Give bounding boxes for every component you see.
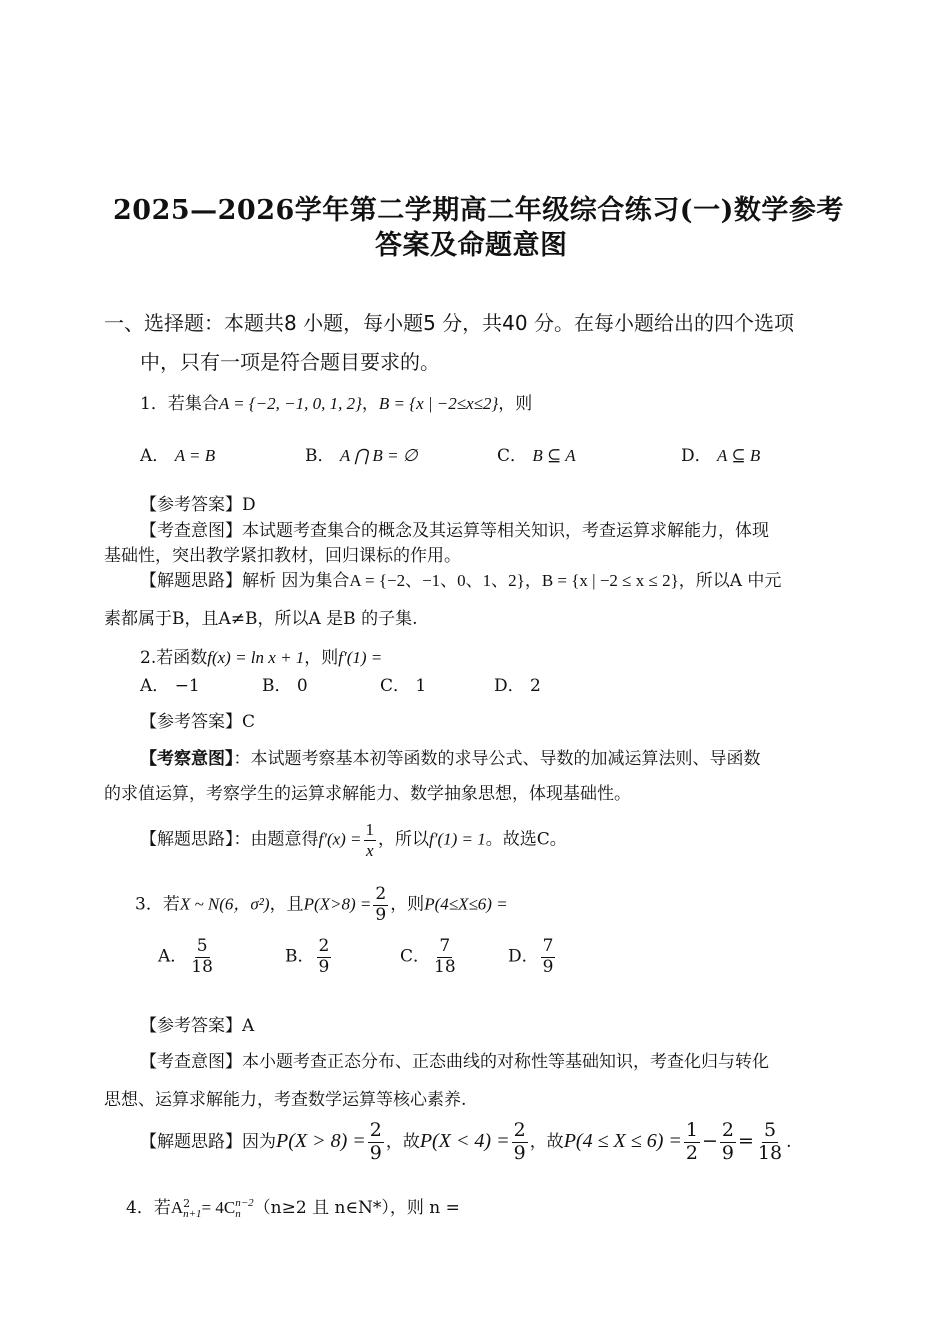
q3-stem: 3．若X ~ N(6，σ²)，且P(X>8) = $\frac{2}{9}$ ，则P(4≤X≤6) = (135, 884, 508, 925)
q3-intent-line2: 思想、运算求解能力，考查数学运算等核心素养. (104, 1090, 467, 1110)
q2-intent-line1: 【考察意图】：本试题考察基本初等函数的求导公式、导数的加减运算法则、导函数 (140, 749, 761, 769)
q3-prob-fraction: $\frac{2}{9}$ (375, 884, 387, 925)
q3-option-d: D． $\frac{7}{9}$ (508, 936, 554, 977)
q2-answer: 【参考答案】C (140, 712, 256, 732)
q1-set-b: B = {x | −2≤x≤2} (378, 394, 499, 413)
q2-option-b: B． 0 (262, 676, 308, 696)
q3-option-c: C． $\frac{7}{18}$ (400, 936, 456, 977)
q1-option-d: D． A ⊆ B (681, 446, 761, 466)
q1-solution-line1: 【解题思路】解析 因为集合A = {−2、−1、0、1、2}，B = {x | −2 ≤ x ≤ 2}，所以A 中元 (140, 571, 782, 591)
q3-option-b: B． $\frac{2}{9}$ (285, 936, 330, 977)
q2-intent-line2: 的求值运算，考察学生的运算求解能力、数学抽象思想，体现基础性。 (104, 784, 631, 804)
q2-stem: 2.若函数f(x) = ln x + 1，则f′(1) = (140, 648, 383, 668)
doc-title-line1: 2025—2026学年第二学期高二年级综合练习(一)数学参考 (113, 195, 844, 226)
q3-option-a: A． $\frac{5}{18}$ (158, 936, 213, 977)
q1-option-a: A． A = B (140, 446, 216, 466)
q1-option-b: B． A ⋂ B = ∅ (305, 446, 418, 466)
doc-title-line2: 答案及命题意图 (375, 230, 568, 261)
q1-solution-line2: 素都属于B，且A≠B，所以A 是B 的子集. (104, 609, 418, 629)
q1-answer: 【参考答案】D (140, 495, 256, 515)
q1-intent-line1: 【考查意图】本试题考查集合的概念及其运算等相关知识，考查运算求解能力，体现 (140, 521, 769, 541)
q2-option-d: D． 2 (494, 676, 541, 696)
q2-solution: 【解题思路】：由题意得f′(x) = $\frac{1}{x}$ ，所以f′(1) = 1。故选C。 (140, 820, 567, 860)
section-heading-line1: 一、选择题：本题共8 小题，每小题5 分，共40 分。在每小题给出的四个选项 (104, 311, 794, 335)
q1-stem: 1．若集合A = {−2, −1, 0, 1, 2}，B = {x | −2≤x≤2}，则 (140, 394, 533, 414)
q1-option-c: C． B ⊆ A (497, 446, 576, 466)
q3-solution: 【解题思路】因为P(X > 8) = $\frac{2}{9}$ ，故P(X < 4) = $\frac{2}{9}$ ，故P(4 ≤ X ≤ 6) = $\frac{1}{2}$ − $\frac{2}{9}$ = $\frac{5}{18}$ . (140, 1119, 792, 1164)
section-heading-line2: 中，只有一项是符合题目要求的。 (140, 350, 440, 374)
q3-answer: 【参考答案】A (140, 1016, 255, 1036)
q4-stem: 4．若A 2 n+1 = 4C n−2 n （n≥2 且 n∈N*），则 n = (126, 1196, 460, 1220)
q2-option-a: A． −1 (140, 676, 200, 696)
q1-intent-line2: 基础性，突出教学紧扣教材，回归课标的作用。 (104, 546, 461, 566)
q1-set-a: A = {−2, −1, 0, 1, 2} (218, 394, 362, 413)
q2-option-c: C． 1 (380, 676, 427, 696)
q3-intent-line1: 【考查意图】本小题考查正态分布、正态曲线的对称性等基础知识，考查化归与转化 (140, 1052, 769, 1072)
q2-deriv-fraction: $\frac{1}{x}$ (365, 820, 375, 860)
